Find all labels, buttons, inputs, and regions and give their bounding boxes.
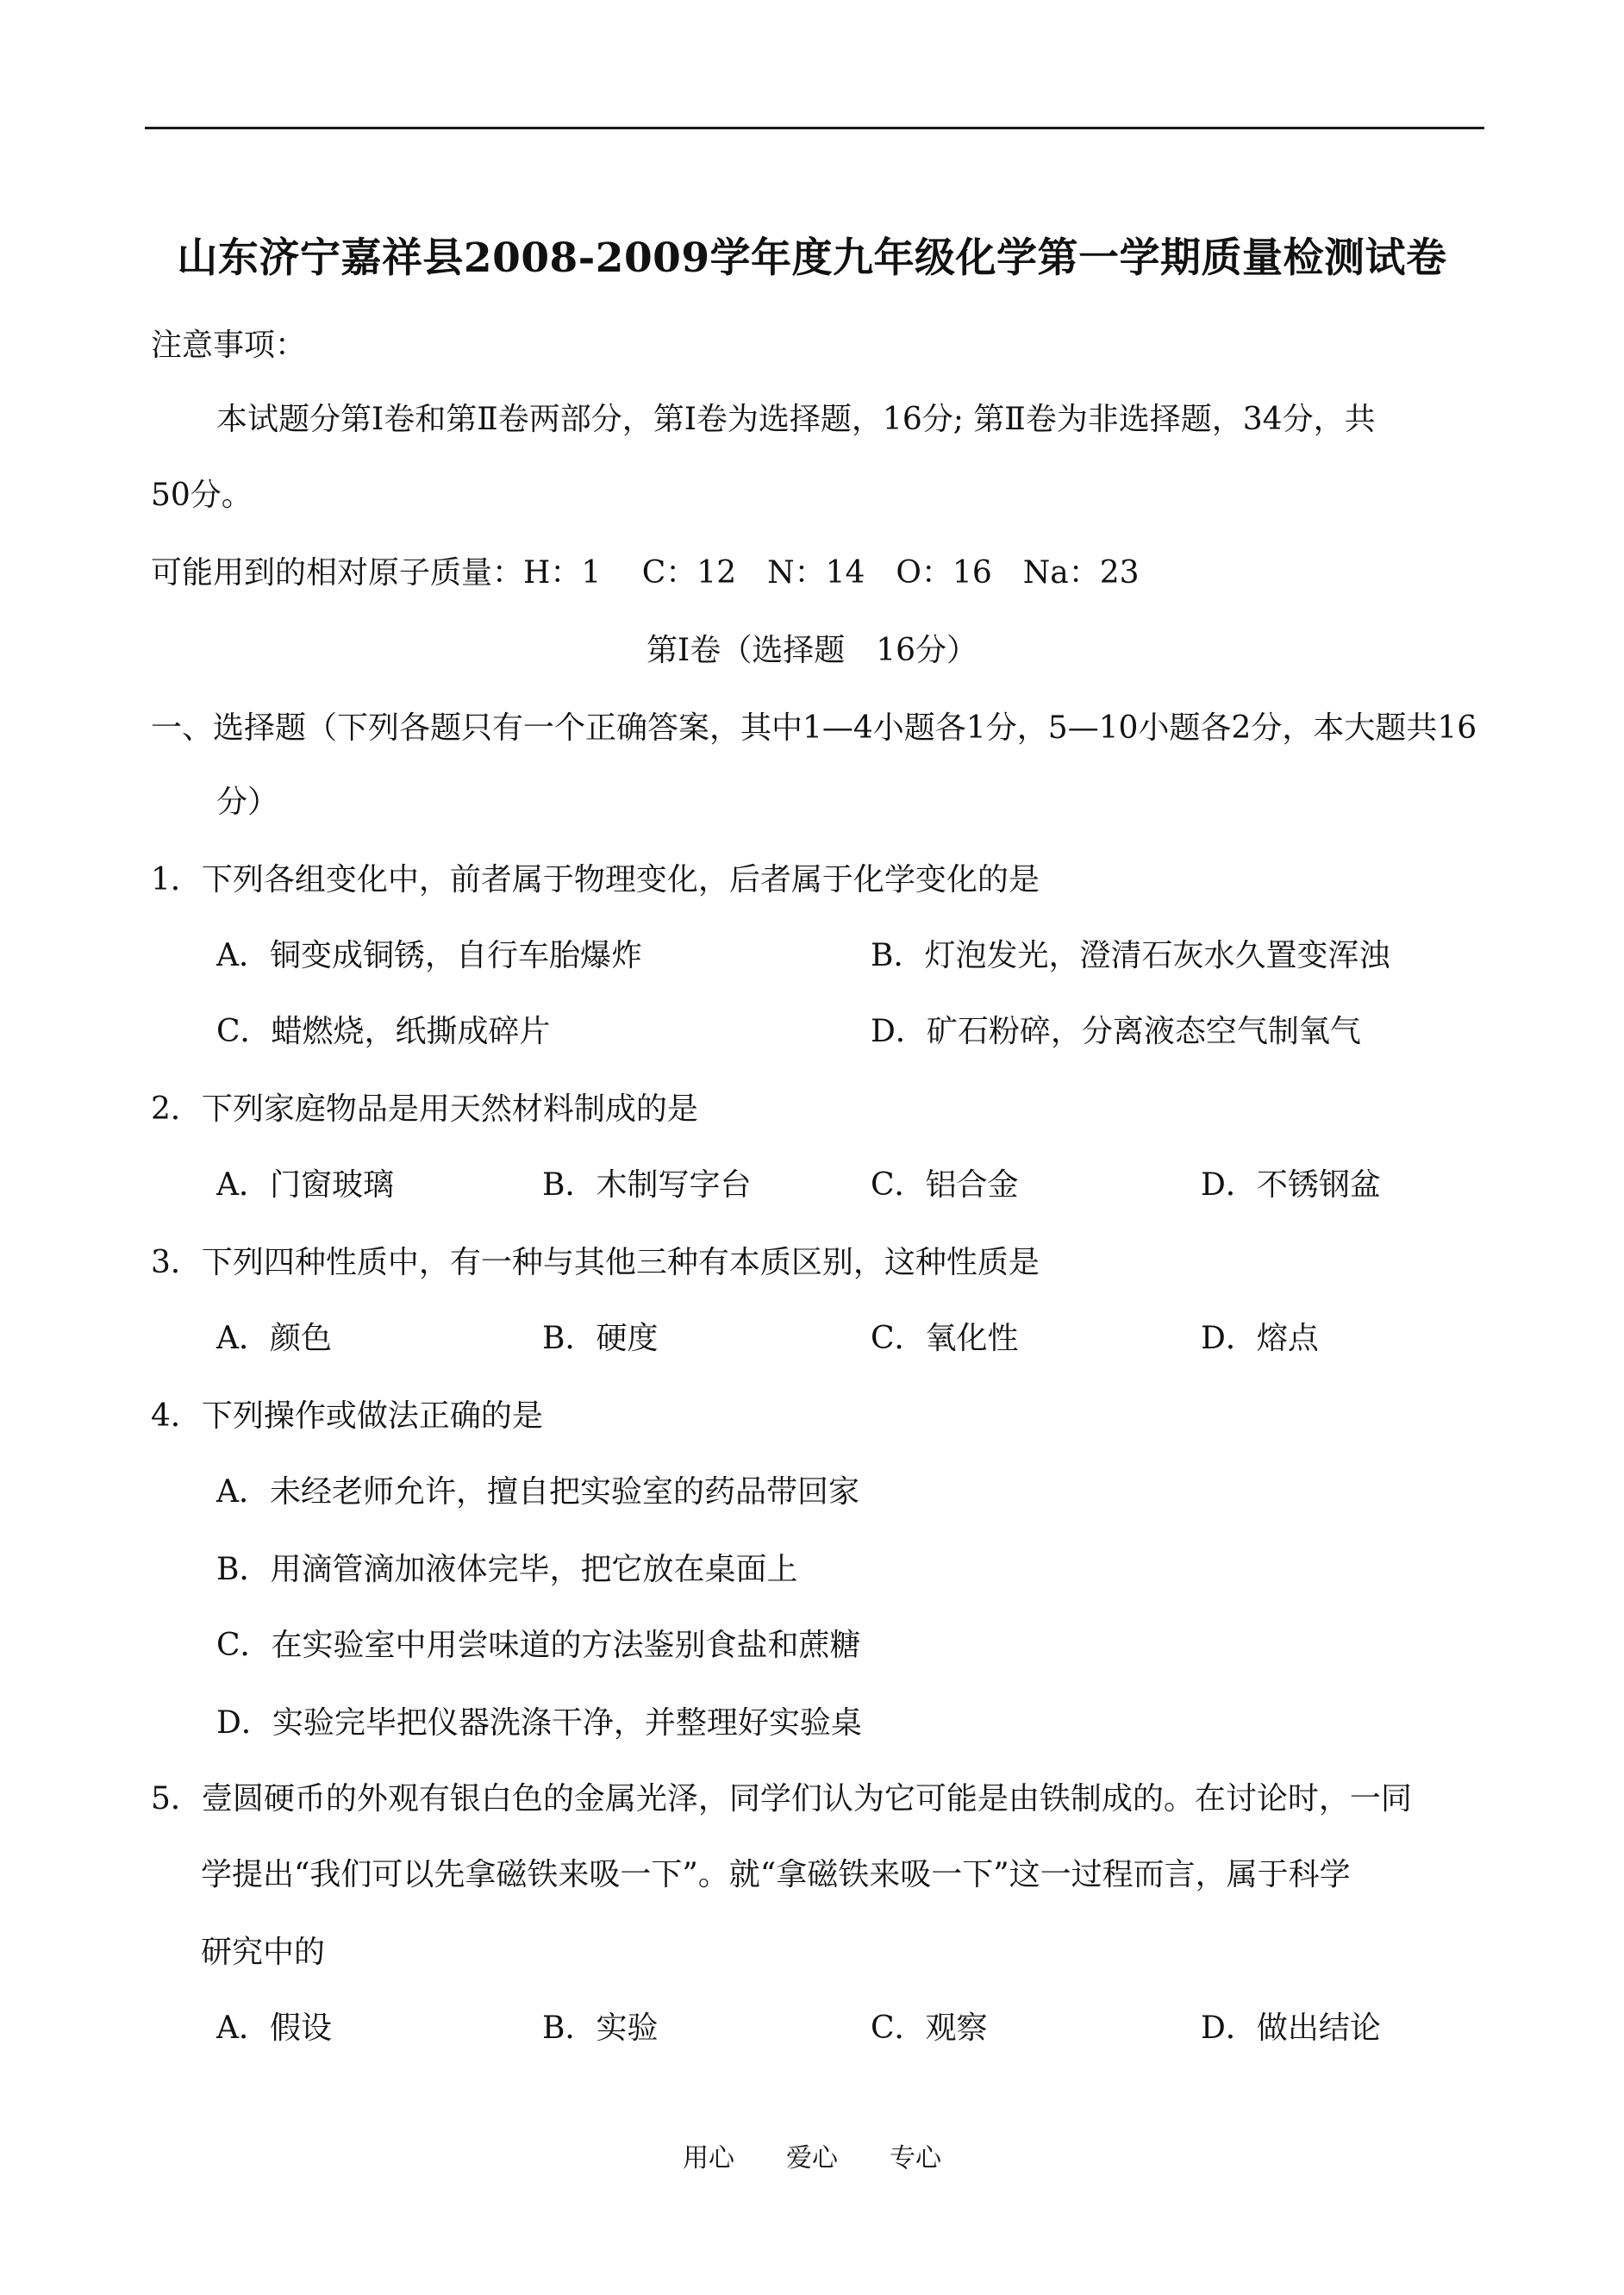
- header-rule: [145, 127, 1484, 129]
- question-5-option-b: B．实验: [542, 2010, 659, 2046]
- question-2-option-d: D．不锈钢盆: [1201, 1167, 1381, 1203]
- question-4-option-d: D．实验完毕把仪器洗涤干净，并整理好实验桌: [216, 1705, 862, 1741]
- question-3-stem: 3．下列四种性质中，有一种与其他三种有本质区别，这种性质是: [151, 1245, 1040, 1280]
- question-4-stem: 4．下列操作或做法正确的是: [151, 1398, 543, 1434]
- section-heading: 第Ⅰ卷（选择题 16分）: [646, 633, 978, 668]
- notice-heading: 注意事项：: [151, 328, 307, 363]
- question-3-option-a: A．颜色: [216, 1321, 332, 1356]
- question-3-option-b: B．硬度: [542, 1321, 659, 1356]
- question-5-stem-line-1: 5．壹圆硬币的外观有银白色的金属光泽，同学们认为它可能是由铁制成的。在讨论时，一同: [151, 1781, 1412, 1817]
- notice-body-line-2: 50分。: [151, 478, 253, 513]
- question-2-option-b: B．木制写字台: [542, 1167, 752, 1203]
- atomic-masses: 可能用到的相对原子质量：H：1 C：12 N：14 O：16 Na：23: [151, 555, 1140, 591]
- notice-body-line-1: 本试题分第Ⅰ卷和第Ⅱ卷两部分，第Ⅰ卷为选择题，16分; 第Ⅱ卷为非选择题，34分，共: [216, 402, 1376, 437]
- question-5-option-d: D．做出结论: [1201, 2010, 1381, 2046]
- question-4-option-b: B．用滴管滴加液体完毕，把它放在桌面上: [216, 1552, 798, 1587]
- question-4-option-c: C．在实验室中用尝味道的方法鉴别食盐和蔗糖: [216, 1628, 861, 1663]
- section-instruction-line-2: 分）: [216, 785, 279, 820]
- question-1-option-c: C．蜡燃烧，纸撕成碎片: [216, 1014, 551, 1049]
- question-1-option-b: B．灯泡发光，澄清石灰水久置变浑浊: [871, 938, 1390, 973]
- question-5-stem-line-2: 学提出“我们可以先拿磁铁来吸一下”。就“拿磁铁来吸一下”这一过程而言，属于科学: [201, 1857, 1351, 1892]
- question-1-stem: 1．下列各组变化中，前者属于物理变化，后者属于化学变化的是: [151, 862, 1040, 897]
- question-5-stem-line-3: 研究中的: [201, 1935, 326, 1970]
- question-5-option-c: C．观察: [871, 2010, 988, 2046]
- question-1-option-d: D．矿石粉碎，分离液态空气制氧气: [871, 1014, 1361, 1049]
- question-3-option-d: D．熔点: [1201, 1321, 1319, 1356]
- question-3-option-c: C．氧化性: [871, 1321, 1019, 1356]
- page-footer: 用心 爱心 专心: [683, 2143, 941, 2173]
- question-2-stem: 2．下列家庭物品是用天然材料制成的是: [151, 1091, 698, 1127]
- section-instruction-line-1: 一、选择题（下列各题只有一个正确答案，其中1—4小题各1分，5—10小题各2分，本大题共16: [151, 710, 1477, 746]
- question-2-option-a: A．门窗玻璃: [216, 1167, 394, 1203]
- question-1-option-a: A．铜变成铜锈，自行车胎爆炸: [216, 938, 642, 973]
- exam-title: 山东济宁嘉祥县2008-2009学年度九年级化学第一学期质量检测试卷: [177, 235, 1447, 282]
- question-2-option-c: C．铝合金: [871, 1167, 1019, 1203]
- question-4-option-a: A．未经老师允许，擅自把实验室的药品带回家: [216, 1474, 859, 1510]
- question-5-option-a: A．假设: [216, 2010, 332, 2046]
